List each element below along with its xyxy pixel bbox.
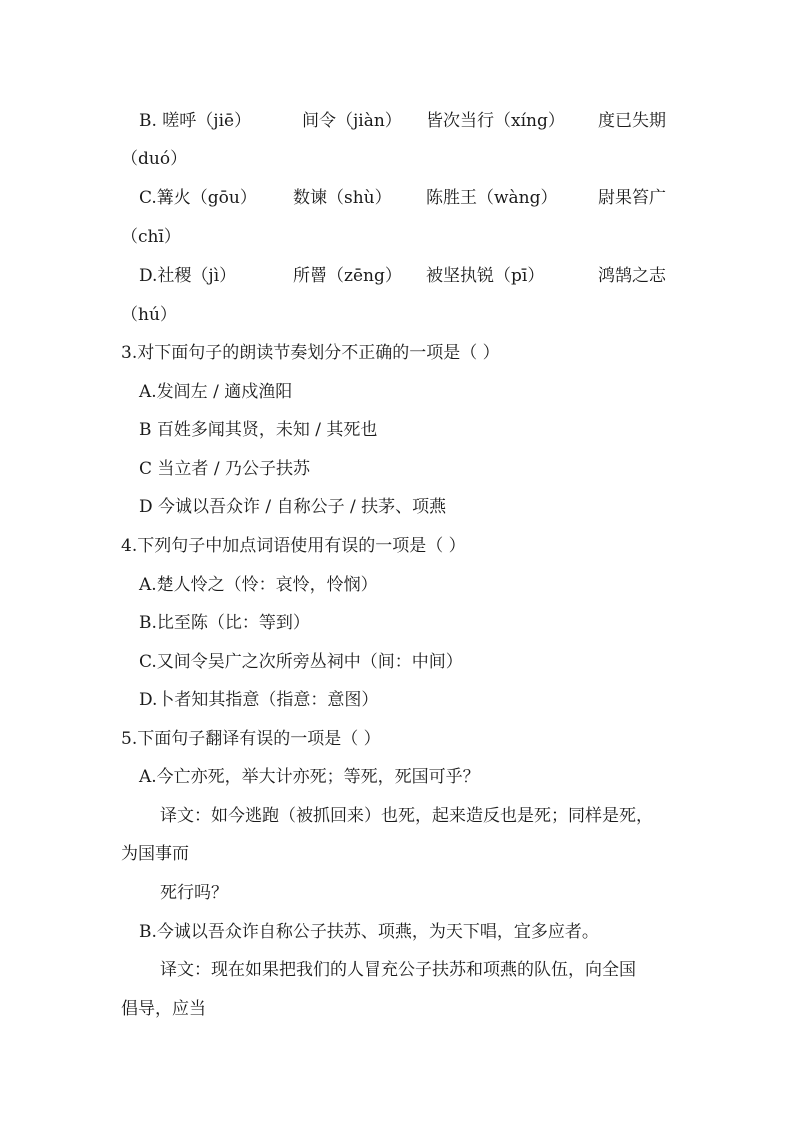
q2-option-d (139, 265, 666, 287)
q2-option-c (139, 187, 666, 209)
q2-option-b-wrap: （duó） (121, 149, 188, 169)
q2-d-item-1: D.社稷（jì） (139, 266, 237, 286)
q2-b-item-2: 间令（jiàn） (302, 111, 402, 131)
q3-option-d: D 今诚以吾众诈 / 自称公子 / 扶茅、项燕 (139, 497, 447, 517)
q4-option-c: C.又间令吴广之次所旁丛祠中（间：中间） (139, 652, 463, 672)
q2-d-item-2: 所罾（zēng） (293, 266, 402, 286)
q2-option-c-wrap: （chī） (121, 227, 181, 247)
q2-option-b (139, 110, 666, 132)
q3-stem: 3.对下面句子的朗读节奏划分不正确的一项是（ ） (121, 343, 500, 363)
q3-option-c: C 当立者 / 乃公子扶苏 (139, 459, 310, 479)
q2-b-item-1: B. 嗟呼（jiē） (139, 111, 252, 131)
q2-d-item-4: 鸿鹄之志 (598, 266, 666, 286)
q2-option-d-wrap: （hú） (121, 305, 177, 325)
q2-c-item-3: 陈胜王（wàng） (426, 188, 558, 208)
q5-a-translation-line-3: 死行吗？ (160, 883, 228, 903)
q3-option-a: A.发闾左 / 適戍渔阳 (139, 382, 293, 402)
q3-option-b: B 百姓多闻其贤，未知 / 其死也 (139, 420, 378, 440)
q5-stem: 5.下面句子翻译有误的一项是（ ） (121, 729, 381, 749)
q5-b-translation-line-2: 倡导，应当 (121, 999, 206, 1019)
q2-c-item-2: 数谏（shù） (293, 188, 392, 208)
q2-d-item-3: 被坚执锐（pī） (426, 266, 545, 286)
q2-c-item-1: C.篝火（gōu） (139, 188, 257, 208)
q5-option-a: A.今亡亦死，举大计亦死；等死，死国可乎？ (139, 767, 480, 787)
q4-option-d: D.卜者知其指意（指意：意图） (139, 690, 379, 710)
q5-option-b: B.今诚以吾众诈自称公子扶苏、项燕，为天下唱，宜多应者。 (139, 922, 599, 942)
q5-a-translation-line-1: 译文：如今逃跑（被抓回来）也死，起来造反也是死；同样是死， (160, 806, 653, 826)
q2-b-item-3: 皆次当行（xíng） (426, 111, 565, 131)
q5-b-translation-line-1: 译文：现在如果把我们的人冒充公子扶苏和项燕的队伍，向全国 (160, 960, 636, 980)
q4-option-a: A.楚人怜之（怜：哀怜，怜悯） (139, 575, 378, 595)
q2-b-item-4: 度已失期 (598, 111, 666, 131)
q4-option-b: B.比至陈（比：等到） (139, 613, 310, 633)
q4-stem: 4.下列句子中加点词语使用有误的一项是（ ） (121, 536, 466, 556)
q2-c-item-4: 尉果笞广 (598, 188, 666, 208)
q5-a-translation-line-2: 为国事而 (121, 844, 189, 864)
